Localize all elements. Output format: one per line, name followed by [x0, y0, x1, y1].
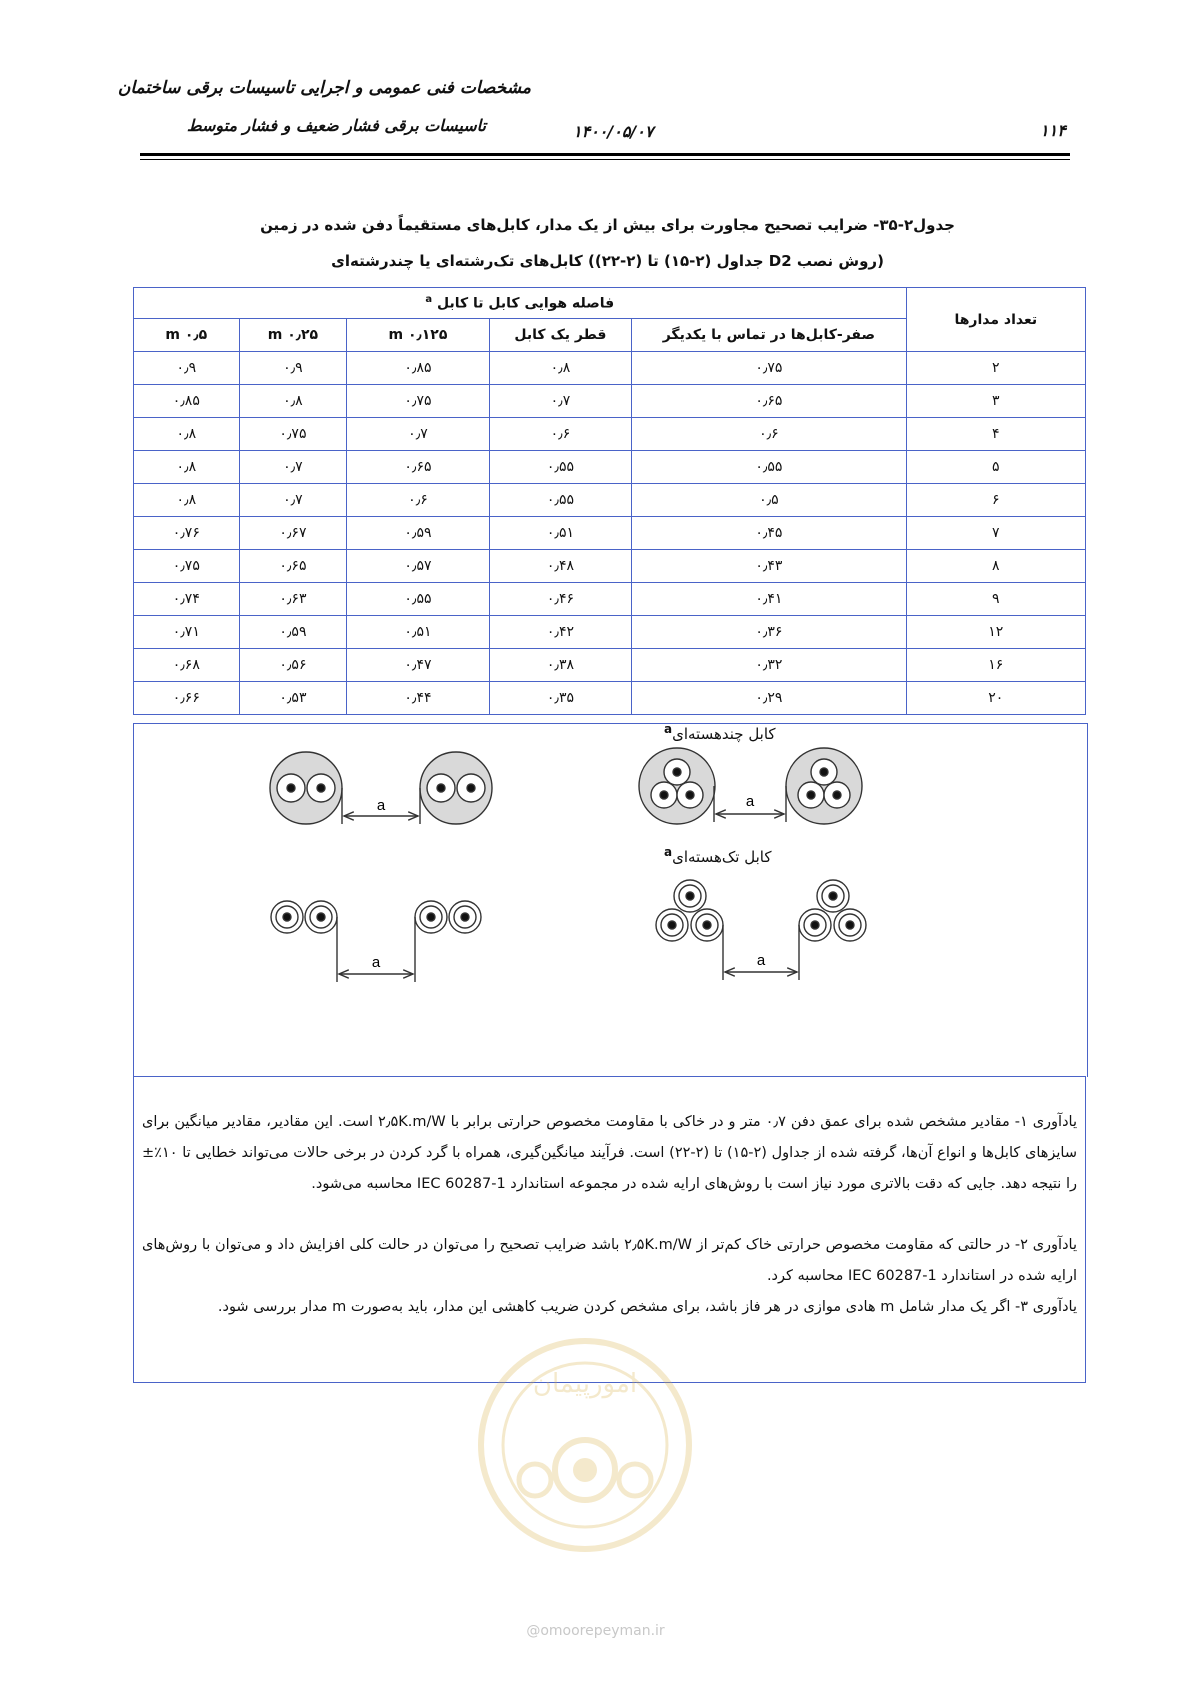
cell-factor: ۰٫۵: [632, 484, 906, 517]
cell-circuits: ۵: [906, 451, 1085, 484]
table-row: [134, 616, 1086, 649]
cell-factor: ۰٫۵۵: [347, 583, 489, 616]
at-icon: @: [526, 1623, 541, 1639]
note-3: یادآوری ۳- اگر یک مدار شامل m هادی موازی در هر فاز باشد، برای مشخص کردن ضریب کاهشی این مدار، باید به‌صورت m مدار بررسی شود.: [217, 1299, 1077, 1315]
cell-circuits: ۳: [906, 385, 1085, 418]
singlecore-label: کابل تک‌هسته‌ای$^a$: [664, 845, 772, 866]
cell-factor: ۰٫۶۸: [134, 649, 240, 682]
header-col-025m: ۰٫۲۵ m: [239, 319, 347, 352]
cell-factor: ۰٫۷: [489, 385, 631, 418]
header-spacing-group: [134, 288, 907, 319]
cell-circuits: ۲۰: [906, 682, 1085, 715]
cell-factor: ۰٫۵۵: [632, 451, 906, 484]
cell-factor: ۰٫۸: [134, 418, 240, 451]
cell-factor: ۰٫۸۵: [347, 352, 489, 385]
cell-factor: ۰٫۷۱: [134, 616, 240, 649]
table-row: [134, 682, 1086, 715]
cell-factor: ۰٫۵۵: [489, 451, 631, 484]
cell-circuits: ۱۲: [906, 616, 1085, 649]
header-circuits: تعداد مدارها: [906, 288, 1085, 352]
cell-factor: ۰٫۴۷: [347, 649, 489, 682]
cell-circuits: ۸: [906, 550, 1085, 583]
cell-factor: ۰٫۵۱: [489, 517, 631, 550]
table-row: [134, 352, 1086, 385]
table-row: [134, 385, 1086, 418]
multicore-three-core-pair: [639, 748, 862, 824]
cell-factor: ۰٫۳۸: [489, 649, 631, 682]
cell-factor: ۰٫۶۳: [239, 583, 347, 616]
note-1: یادآوری ۱- مقادیر مشخص شده برای عمق دفن ۰٫۷ متر و در خاکی با مقاومت مخصوص حرارتی برابر با ۲٫۵K.m/W است. این مقادیر، مقادیر میانگین برای سایزهای کابل‌ها و انواع آن‌ها، گرفته شده از جداول (۲-۱۵) تا (۲-۲۲) است. فرآیند میانگین‌گیری، همراه با گرد کردن در برخی حالات می‌تواند خطایی تا ۱۰٪± را نتیجه دهد. جایی که دقت بالاتری مورد نیاز است با روش‌های ارایه شده در مجموعه استاندارد IEC 60287-1 محاسبه می‌شود.: [142, 1114, 1077, 1192]
header-spacing-label: فاصله هوایی کابل تا کابل: [437, 295, 615, 312]
header-col-05m: ۰٫۵ m: [134, 319, 240, 352]
cell-circuits: ۹: [906, 583, 1085, 616]
header-spacing-sup: a: [425, 294, 433, 306]
cell-factor: ۰٫۵۹: [239, 616, 347, 649]
cell-factor: ۰٫۴۱: [632, 583, 906, 616]
cable-arrangement-figure: [133, 723, 1088, 1077]
table-caption-subline: (روش نصب D2 جداول (۲-۱۵) تا (۲-۲۲)) کابل‌های تک‌رشته‌ای یا چندرشته‌ای: [331, 252, 884, 270]
cell-factor: ۰٫۷۵: [134, 550, 240, 583]
header-rule-thin: [140, 159, 1070, 160]
cell-factor: ۰٫۴۴: [347, 682, 489, 715]
cell-factor: ۰٫۴۲: [489, 616, 631, 649]
dimension-a-4: a: [756, 952, 766, 969]
cell-factor: ۰٫۷۵: [347, 385, 489, 418]
cell-factor: ۰٫۶۷: [239, 517, 347, 550]
table-caption: جدول۲-۳۵- ضرایب تصحیح مجاورت برای بیش از یک مدار، کابل‌های مستقیماً دفن شده در زمین: [260, 216, 955, 234]
cell-factor: ۰٫۵۷: [347, 550, 489, 583]
cell-factor: ۰٫۶۵: [239, 550, 347, 583]
cell-factor: ۰٫۳۶: [632, 616, 906, 649]
cell-factor: ۰٫۴۳: [632, 550, 906, 583]
cell-factor: ۰٫۹: [239, 352, 347, 385]
cell-factor: ۰٫۵۱: [347, 616, 489, 649]
header-col-touching: صفر-کابل‌ها در تماس با یکدیگر: [632, 319, 906, 352]
cell-factor: ۰٫۶: [489, 418, 631, 451]
cell-factor: ۰٫۵۳: [239, 682, 347, 715]
cell-factor: ۰٫۶۵: [347, 451, 489, 484]
dimension-a-3: a: [371, 954, 381, 971]
cell-factor: ۰٫۸: [134, 484, 240, 517]
cell-factor: ۰٫۷: [239, 451, 347, 484]
cell-factor: ۰٫۴۶: [489, 583, 631, 616]
cell-circuits: ۷: [906, 517, 1085, 550]
correction-factor-table: [133, 287, 1086, 715]
table-row: [134, 451, 1086, 484]
table-row: [134, 517, 1086, 550]
dimension-a-2: a: [745, 793, 755, 810]
dimension-a-1: a: [376, 797, 386, 814]
watermark-site: @omoorepeyman.ir: [526, 1623, 665, 1639]
header-col-one-diameter: قطر یک کابل: [489, 319, 631, 352]
cell-factor: ۰٫۵۶: [239, 649, 347, 682]
cell-factor: ۰٫۸: [239, 385, 347, 418]
cell-factor: ۰٫۶: [347, 484, 489, 517]
cell-circuits: ۶: [906, 484, 1085, 517]
cell-factor: ۰٫۶۵: [632, 385, 906, 418]
cell-factor: ۰٫۸: [134, 451, 240, 484]
cell-factor: ۰٫۶۶: [134, 682, 240, 715]
header-col-0125m: ۰٫۱۲۵ m: [347, 319, 489, 352]
table-row: [134, 583, 1086, 616]
cell-factor: ۰٫۹: [134, 352, 240, 385]
cell-factor: ۰٫۵۹: [347, 517, 489, 550]
table-row: [134, 484, 1086, 517]
cell-factor: ۰٫۵۵: [489, 484, 631, 517]
cell-factor: ۰٫۷۶: [134, 517, 240, 550]
cell-factor: ۰٫۳۵: [489, 682, 631, 715]
cell-circuits: ۲: [906, 352, 1085, 385]
page-number: ۱۱۴: [1040, 121, 1066, 140]
watermark-logo: [475, 1330, 695, 1560]
note-2: یادآوری ۲- در حالتی که مقاومت مخصوص حرارتی خاک کم‌تر از ۲٫۵K.m/W باشد ضرایب تصحیح را می‌توان در حالت کلی افزایش داد و می‌توان با روش‌های ارایه شده در استاندارد IEC 60287-1 محاسبه کرد.: [142, 1237, 1077, 1284]
cell-factor: ۰٫۷۵: [239, 418, 347, 451]
cell-factor: ۰٫۴۸: [489, 550, 631, 583]
cell-factor: ۰٫۸۵: [134, 385, 240, 418]
cell-factor: ۰٫۸: [489, 352, 631, 385]
cell-circuits: ۴: [906, 418, 1085, 451]
document-date: ۱۴۰۰/۰۵/۰۷: [573, 122, 654, 141]
cell-factor: ۰٫۲۹: [632, 682, 906, 715]
table-row: [134, 649, 1086, 682]
cell-circuits: ۱۶: [906, 649, 1085, 682]
header-rule-thick: [140, 153, 1070, 156]
cell-factor: ۰٫۳۲: [632, 649, 906, 682]
cable-diagram: [134, 724, 1085, 1077]
cell-factor: ۰٫۷۵: [632, 352, 906, 385]
multicore-label: کابل چندهسته‌ای$^a$: [664, 722, 776, 743]
document-subtitle: تاسیسات برقی فشار ضعیف و فشار متوسط: [186, 116, 486, 135]
document-title: مشخصات فنی عمومی و اجرایی تاسیسات برقی ساختمان: [117, 78, 531, 98]
cell-factor: ۰٫۷۴: [134, 583, 240, 616]
cell-factor: ۰٫۴۵: [632, 517, 906, 550]
cell-factor: ۰٫۶: [632, 418, 906, 451]
cell-factor: ۰٫۷: [239, 484, 347, 517]
table-row: [134, 550, 1086, 583]
watermark-text: امورپیمان: [532, 1369, 638, 1399]
table-row: [134, 418, 1086, 451]
cell-factor: ۰٫۷: [347, 418, 489, 451]
